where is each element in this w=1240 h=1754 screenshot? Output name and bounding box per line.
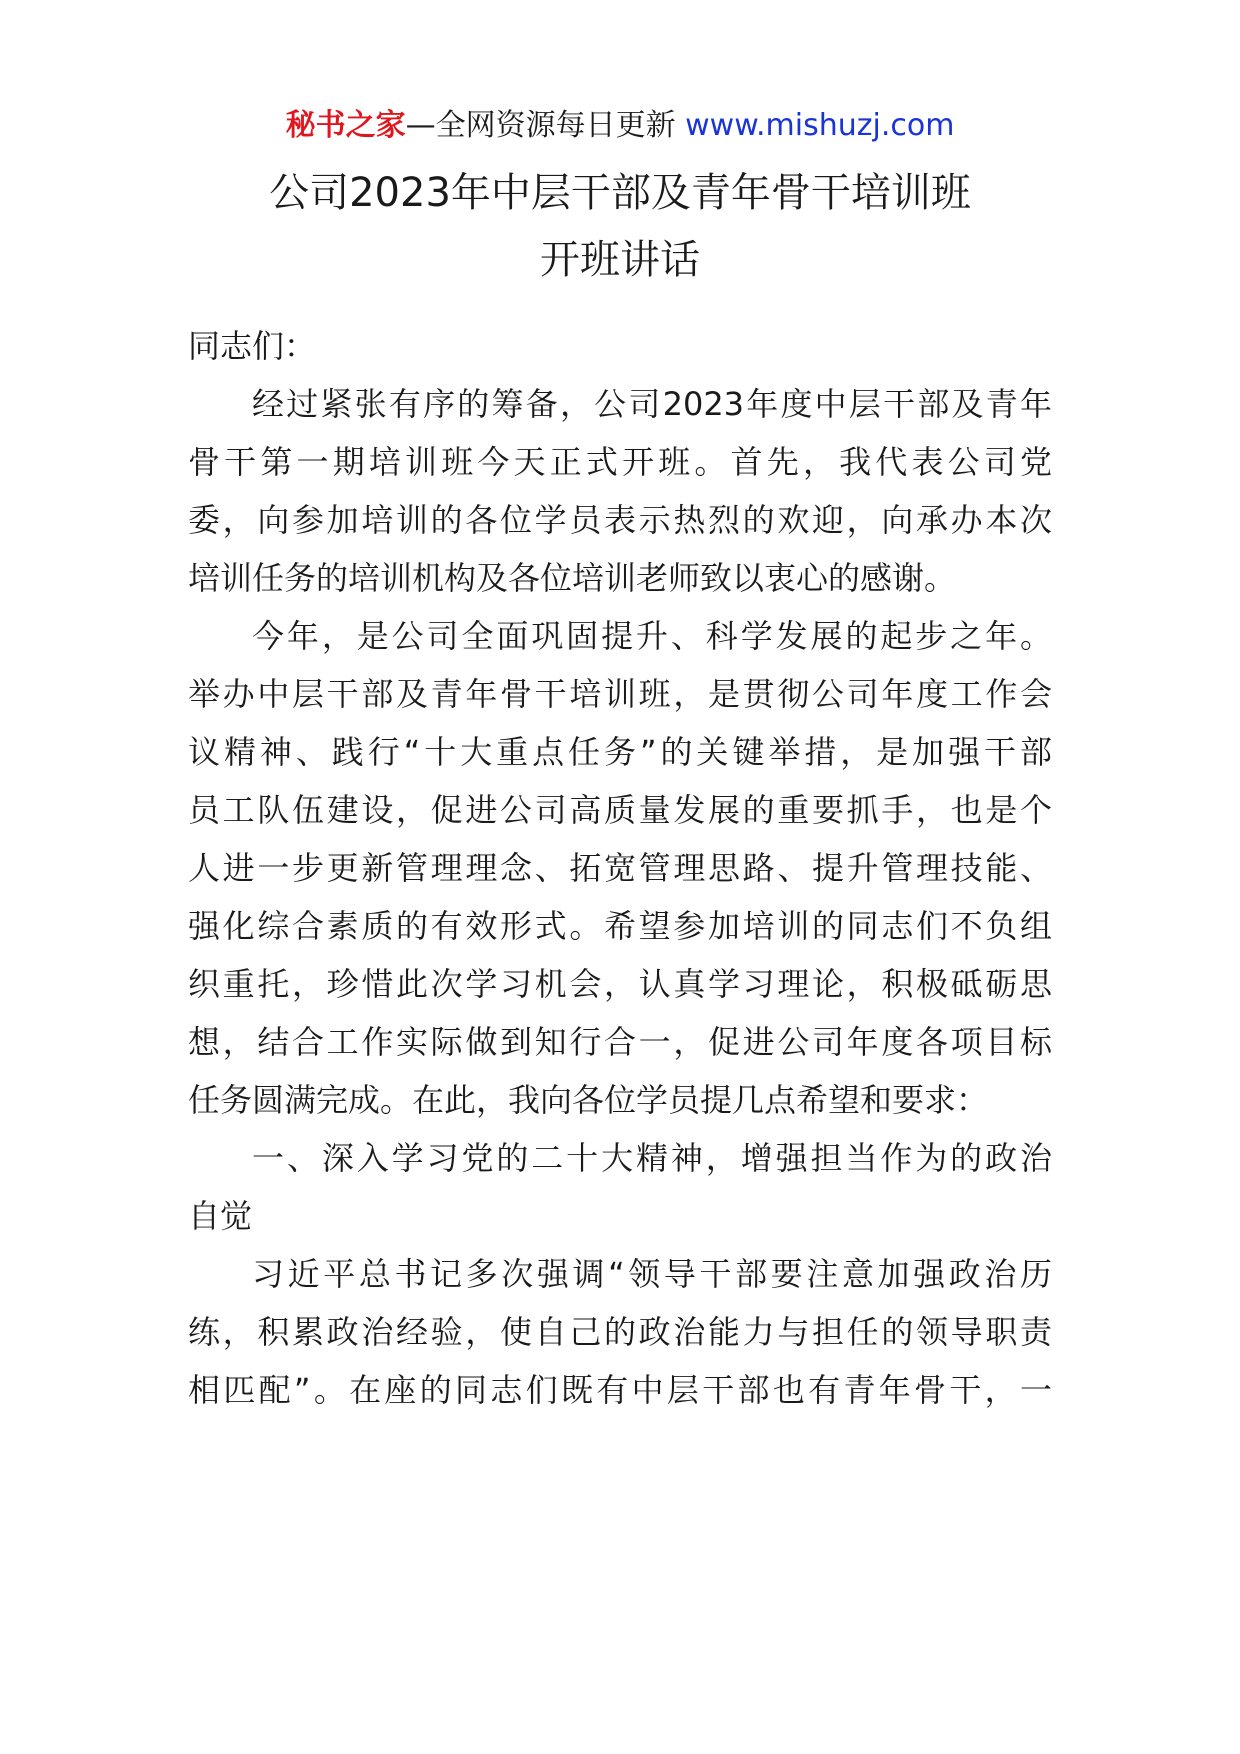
paragraph-2-line-8: 想，结合工作实际做到知行合一，促进公司年度各项目标 (188, 1023, 1052, 1061)
paragraph-3-line-3: 相匹配”。在座的同志们既有中层干部也有青年骨干，一 (188, 1371, 1052, 1409)
paragraph-2-line-4: 员工队伍建设，促进公司高质量发展的重要抓手，也是个 (188, 791, 1052, 829)
paragraph-1-line-3: 委，向参加培训的各位学员表示热烈的欢迎，向承办本次 (188, 501, 1052, 539)
banner-tagline: —全网资源每日更新 (405, 108, 676, 143)
section-heading-1-line-1: 一、深入学习党的二十大精神，增强担当作为的政治 (252, 1139, 1052, 1177)
paragraph-2-line-7: 织重托，珍惜此次学习机会，认真学习理论，积极砥砺思 (188, 965, 1052, 1003)
paragraph-1-line-1: 经过紧张有序的筹备，公司2023年度中层干部及青年 (252, 385, 1052, 423)
paragraph-2-line-6: 强化综合素质的有效形式。希望参加培训的同志们不负组 (188, 907, 1052, 945)
banner-brand: 秘书之家 (285, 108, 406, 143)
banner-url-link[interactable]: www.mishuzj.com (685, 108, 955, 143)
salutation: 同志们： (188, 327, 317, 365)
section-heading-1-line-2: 自觉 (188, 1197, 253, 1235)
paragraph-1-line-2: 骨干第一期培训班今天正式开班。首先，我代表公司党 (188, 443, 1052, 481)
site-banner (0, 104, 1240, 148)
paragraph-3-line-1: 习近平总书记多次强调“领导干部要注意加强政治历 (252, 1255, 1052, 1293)
document-title-line-2: 开班讲话 (540, 237, 700, 283)
paragraph-3-line-2: 练，积累政治经验，使自己的政治能力与担任的领导职责 (188, 1313, 1052, 1351)
paragraph-2-line-1: 今年，是公司全面巩固提升、科学发展的起步之年。 (252, 617, 1052, 655)
paragraph-2-line-5: 人进一步更新管理理念、拓宽管理思路、提升管理技能、 (188, 849, 1052, 887)
paragraph-1-line-4: 培训任务的培训机构及各位培训老师致以衷心的感谢。 (188, 559, 957, 597)
paragraph-2-line-9: 任务圆满完成。在此，我向各位学员提几点希望和要求： (188, 1081, 989, 1119)
paragraph-2-line-2: 举办中层干部及青年骨干培训班，是贯彻公司年度工作会 (188, 675, 1052, 713)
document-title-line-1: 公司2023年中层干部及青年骨干培训班 (269, 170, 971, 216)
paragraph-2-line-3: 议精神、践行“十大重点任务”的关键举措，是加强干部 (188, 733, 1052, 771)
